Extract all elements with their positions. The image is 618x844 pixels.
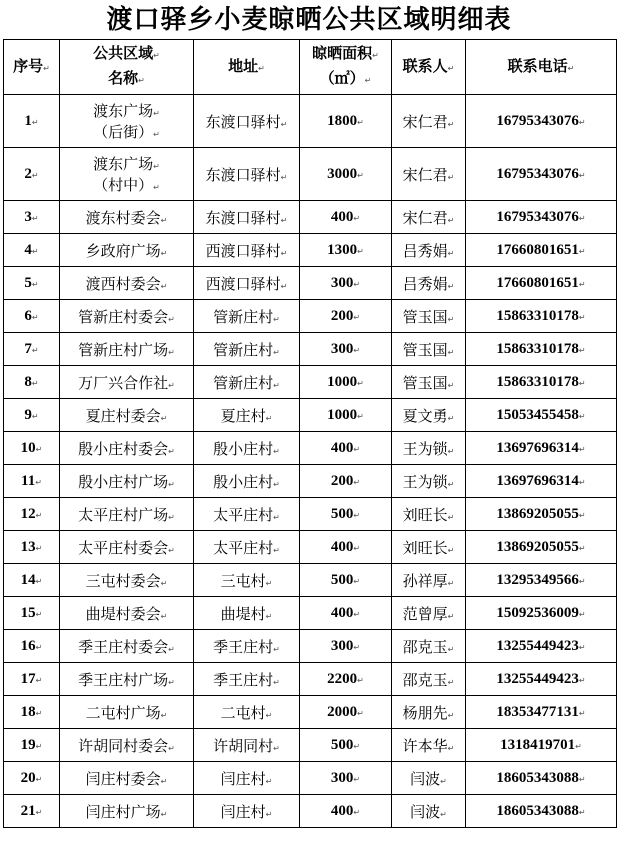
contact-person-cell: 闫波↵ bbox=[392, 762, 466, 795]
serial-number-cell: 5↵ bbox=[4, 267, 60, 300]
table-row bbox=[4, 531, 617, 564]
contact-phone-cell: 13295349566↵ bbox=[466, 564, 617, 597]
table-row bbox=[4, 95, 617, 148]
contact-phone-cell: 13255449423↵ bbox=[466, 663, 617, 696]
header-address: 地址↵ bbox=[194, 40, 300, 95]
drying-area-cell: 3000↵ bbox=[300, 148, 392, 201]
contact-phone-cell: 13869205055↵ bbox=[466, 531, 617, 564]
drying-area-cell: 400↵ bbox=[300, 531, 392, 564]
table-row bbox=[4, 729, 617, 762]
contact-phone-cell: 18605343088↵ bbox=[466, 762, 617, 795]
serial-number-cell: 7↵ bbox=[4, 333, 60, 366]
serial-number-cell: 15↵ bbox=[4, 597, 60, 630]
table-row bbox=[4, 300, 617, 333]
address-cell: 太平庄村↵ bbox=[194, 498, 300, 531]
area-name-cell: 万厂兴合作社↵ bbox=[60, 366, 194, 399]
contact-person-cell: 王为锁↵ bbox=[392, 465, 466, 498]
area-name-cell: 殷小庄村广场↵ bbox=[60, 465, 194, 498]
table-row bbox=[4, 762, 617, 795]
contact-phone-cell: 13255449423↵ bbox=[466, 630, 617, 663]
area-name-cell: 太平庄村广场↵ bbox=[60, 498, 194, 531]
address-cell: 东渡口驿村↵ bbox=[194, 148, 300, 201]
table-row bbox=[4, 333, 617, 366]
drying-area-cell: 300↵ bbox=[300, 630, 392, 663]
area-name-cell: 管新庄村委会↵ bbox=[60, 300, 194, 333]
area-name-cell: 许胡同村委会↵ bbox=[60, 729, 194, 762]
area-name-cell: 二屯村广场↵ bbox=[60, 696, 194, 729]
address-cell: 管新庄村↵ bbox=[194, 333, 300, 366]
area-name-cell: 渡东村委会↵ bbox=[60, 201, 194, 234]
address-cell: 西渡口驿村↵ bbox=[194, 234, 300, 267]
contact-person-cell: 许本华↵ bbox=[392, 729, 466, 762]
header-contact-phone: 联系电话↵ bbox=[466, 40, 617, 95]
area-name-cell: 季王庄村委会↵ bbox=[60, 630, 194, 663]
contact-person-cell: 宋仁君↵ bbox=[392, 95, 466, 148]
contact-person-cell: 吕秀娟↵ bbox=[392, 267, 466, 300]
drying-area-cell: 300↵ bbox=[300, 333, 392, 366]
table-row bbox=[4, 465, 617, 498]
serial-number-cell: 11↵ bbox=[4, 465, 60, 498]
contact-phone-cell: 16795343076↵ bbox=[466, 201, 617, 234]
serial-number-cell: 19↵ bbox=[4, 729, 60, 762]
drying-area-cell: 1000↵ bbox=[300, 399, 392, 432]
serial-number-cell: 12↵ bbox=[4, 498, 60, 531]
serial-number-cell: 3↵ bbox=[4, 201, 60, 234]
contact-phone-cell: 18353477131↵ bbox=[466, 696, 617, 729]
serial-number-cell: 2↵ bbox=[4, 148, 60, 201]
serial-number-cell: 14↵ bbox=[4, 564, 60, 597]
serial-number-cell: 20↵ bbox=[4, 762, 60, 795]
contact-person-cell: 王为锁↵ bbox=[392, 432, 466, 465]
table-row bbox=[4, 696, 617, 729]
contact-phone-cell: 16795343076↵ bbox=[466, 148, 617, 201]
table-row bbox=[4, 795, 617, 828]
contact-person-cell: 孙祥厚↵ bbox=[392, 564, 466, 597]
table-row bbox=[4, 148, 617, 201]
serial-number-cell: 8↵ bbox=[4, 366, 60, 399]
contact-person-cell: 夏文勇↵ bbox=[392, 399, 466, 432]
area-name-cell: 闫庄村广场↵ bbox=[60, 795, 194, 828]
contact-phone-cell: 15863310178↵ bbox=[466, 366, 617, 399]
contact-person-cell: 管玉国↵ bbox=[392, 333, 466, 366]
serial-number-cell: 9↵ bbox=[4, 399, 60, 432]
area-name-cell: 乡政府广场↵ bbox=[60, 234, 194, 267]
contact-person-cell: 刘旺长↵ bbox=[392, 498, 466, 531]
address-cell: 殷小庄村↵ bbox=[194, 432, 300, 465]
drying-area-cell: 300↵ bbox=[300, 762, 392, 795]
address-cell: 闫庄村↵ bbox=[194, 762, 300, 795]
area-name-cell: 闫庄村委会↵ bbox=[60, 762, 194, 795]
table-row bbox=[4, 234, 617, 267]
area-name-cell: 三屯村委会↵ bbox=[60, 564, 194, 597]
address-cell: 太平庄村↵ bbox=[194, 531, 300, 564]
contact-person-cell: 邵克玉↵ bbox=[392, 630, 466, 663]
contact-phone-cell: 13697696314↵ bbox=[466, 432, 617, 465]
drying-area-cell: 300↵ bbox=[300, 267, 392, 300]
serial-number-cell: 16↵ bbox=[4, 630, 60, 663]
contact-phone-cell: 18605343088↵ bbox=[466, 795, 617, 828]
contact-phone-cell: 13697696314↵ bbox=[466, 465, 617, 498]
drying-area-cell: 200↵ bbox=[300, 465, 392, 498]
address-cell: 季王庄村↵ bbox=[194, 663, 300, 696]
drying-area-cell: 2200↵ bbox=[300, 663, 392, 696]
serial-number-cell: 17↵ bbox=[4, 663, 60, 696]
contact-phone-cell: 15092536009↵ bbox=[466, 597, 617, 630]
contact-person-cell: 范曾厚↵ bbox=[392, 597, 466, 630]
contact-person-cell: 吕秀娟↵ bbox=[392, 234, 466, 267]
serial-number-cell: 1↵ bbox=[4, 95, 60, 148]
area-name-cell: 季王庄村广场↵ bbox=[60, 663, 194, 696]
contact-phone-cell: 1318419701↵ bbox=[466, 729, 617, 762]
contact-person-cell: 闫波↵ bbox=[392, 795, 466, 828]
drying-area-cell: 500↵ bbox=[300, 729, 392, 762]
table-row bbox=[4, 399, 617, 432]
contact-phone-cell: 17660801651↵ bbox=[466, 234, 617, 267]
document-title: 渡口驿乡小麦晾晒公共区域明细表 bbox=[106, 5, 512, 35]
contact-person-cell: 宋仁君↵ bbox=[392, 148, 466, 201]
address-cell: 管新庄村↵ bbox=[194, 366, 300, 399]
contact-phone-cell: 15863310178↵ bbox=[466, 333, 617, 366]
serial-number-cell: 18↵ bbox=[4, 696, 60, 729]
contact-person-cell: 管玉国↵ bbox=[392, 366, 466, 399]
drying-area-cell: 1800↵ bbox=[300, 95, 392, 148]
table-row bbox=[4, 201, 617, 234]
drying-area-cell: 400↵ bbox=[300, 795, 392, 828]
area-name-cell: 夏庄村委会↵ bbox=[60, 399, 194, 432]
contact-person-cell: 宋仁君↵ bbox=[392, 201, 466, 234]
table-row bbox=[4, 366, 617, 399]
address-cell: 东渡口驿村↵ bbox=[194, 201, 300, 234]
address-cell: 夏庄村↵ bbox=[194, 399, 300, 432]
header-serial-number: 序号↵ bbox=[4, 40, 60, 95]
drying-area-table bbox=[3, 39, 617, 828]
serial-number-cell: 6↵ bbox=[4, 300, 60, 333]
address-cell: 季王庄村↵ bbox=[194, 630, 300, 663]
contact-phone-cell: 17660801651↵ bbox=[466, 267, 617, 300]
contact-person-cell: 刘旺长↵ bbox=[392, 531, 466, 564]
serial-number-cell: 21↵ bbox=[4, 795, 60, 828]
drying-area-cell: 1000↵ bbox=[300, 366, 392, 399]
header-contact-person: 联系人↵ bbox=[392, 40, 466, 95]
table-row bbox=[4, 498, 617, 531]
drying-area-cell: 200↵ bbox=[300, 300, 392, 333]
contact-phone-cell: 13869205055↵ bbox=[466, 498, 617, 531]
drying-area-cell: 500↵ bbox=[300, 498, 392, 531]
table-row bbox=[4, 267, 617, 300]
drying-area-cell: 400↵ bbox=[300, 201, 392, 234]
contact-person-cell: 管玉国↵ bbox=[392, 300, 466, 333]
contact-phone-cell: 15053455458↵ bbox=[466, 399, 617, 432]
drying-area-cell: 2000↵ bbox=[300, 696, 392, 729]
drying-area-cell: 400↵ bbox=[300, 432, 392, 465]
area-name-cell: 殷小庄村委会↵ bbox=[60, 432, 194, 465]
drying-area-cell: 500↵ bbox=[300, 564, 392, 597]
table-row bbox=[4, 597, 617, 630]
table-header-row bbox=[4, 40, 617, 95]
area-name-cell: 渡西村委会↵ bbox=[60, 267, 194, 300]
address-cell: 管新庄村↵ bbox=[194, 300, 300, 333]
address-cell: 三屯村↵ bbox=[194, 564, 300, 597]
table-body bbox=[4, 95, 617, 828]
contact-phone-cell: 16795343076↵ bbox=[466, 95, 617, 148]
address-cell: 闫庄村↵ bbox=[194, 795, 300, 828]
area-name-cell: 渡东广场↵ （村中）↵ bbox=[60, 148, 194, 201]
address-cell: 许胡同村↵ bbox=[194, 729, 300, 762]
area-name-cell: 曲堤村委会↵ bbox=[60, 597, 194, 630]
drying-area-cell: 1300↵ bbox=[300, 234, 392, 267]
drying-area-cell: 400↵ bbox=[300, 597, 392, 630]
table-row bbox=[4, 630, 617, 663]
table-row bbox=[4, 663, 617, 696]
table-row bbox=[4, 432, 617, 465]
contact-phone-cell: 15863310178↵ bbox=[466, 300, 617, 333]
area-name-cell: 管新庄村广场↵ bbox=[60, 333, 194, 366]
header-drying-area: 晾晒面积↵ （㎡）↵ bbox=[300, 40, 392, 95]
address-cell: 殷小庄村↵ bbox=[194, 465, 300, 498]
serial-number-cell: 4↵ bbox=[4, 234, 60, 267]
contact-person-cell: 邵克玉↵ bbox=[392, 663, 466, 696]
table-row bbox=[4, 564, 617, 597]
address-cell: 东渡口驿村↵ bbox=[194, 95, 300, 148]
header-area-name: 公共区域↵ 名称↵ bbox=[60, 40, 194, 95]
address-cell: 曲堤村↵ bbox=[194, 597, 300, 630]
serial-number-cell: 13↵ bbox=[4, 531, 60, 564]
address-cell: 二屯村↵ bbox=[194, 696, 300, 729]
area-name-cell: 太平庄村委会↵ bbox=[60, 531, 194, 564]
address-cell: 西渡口驿村↵ bbox=[194, 267, 300, 300]
serial-number-cell: 10↵ bbox=[4, 432, 60, 465]
contact-person-cell: 杨朋先↵ bbox=[392, 696, 466, 729]
area-name-cell: 渡东广场↵ （后街）↵ bbox=[60, 95, 194, 148]
